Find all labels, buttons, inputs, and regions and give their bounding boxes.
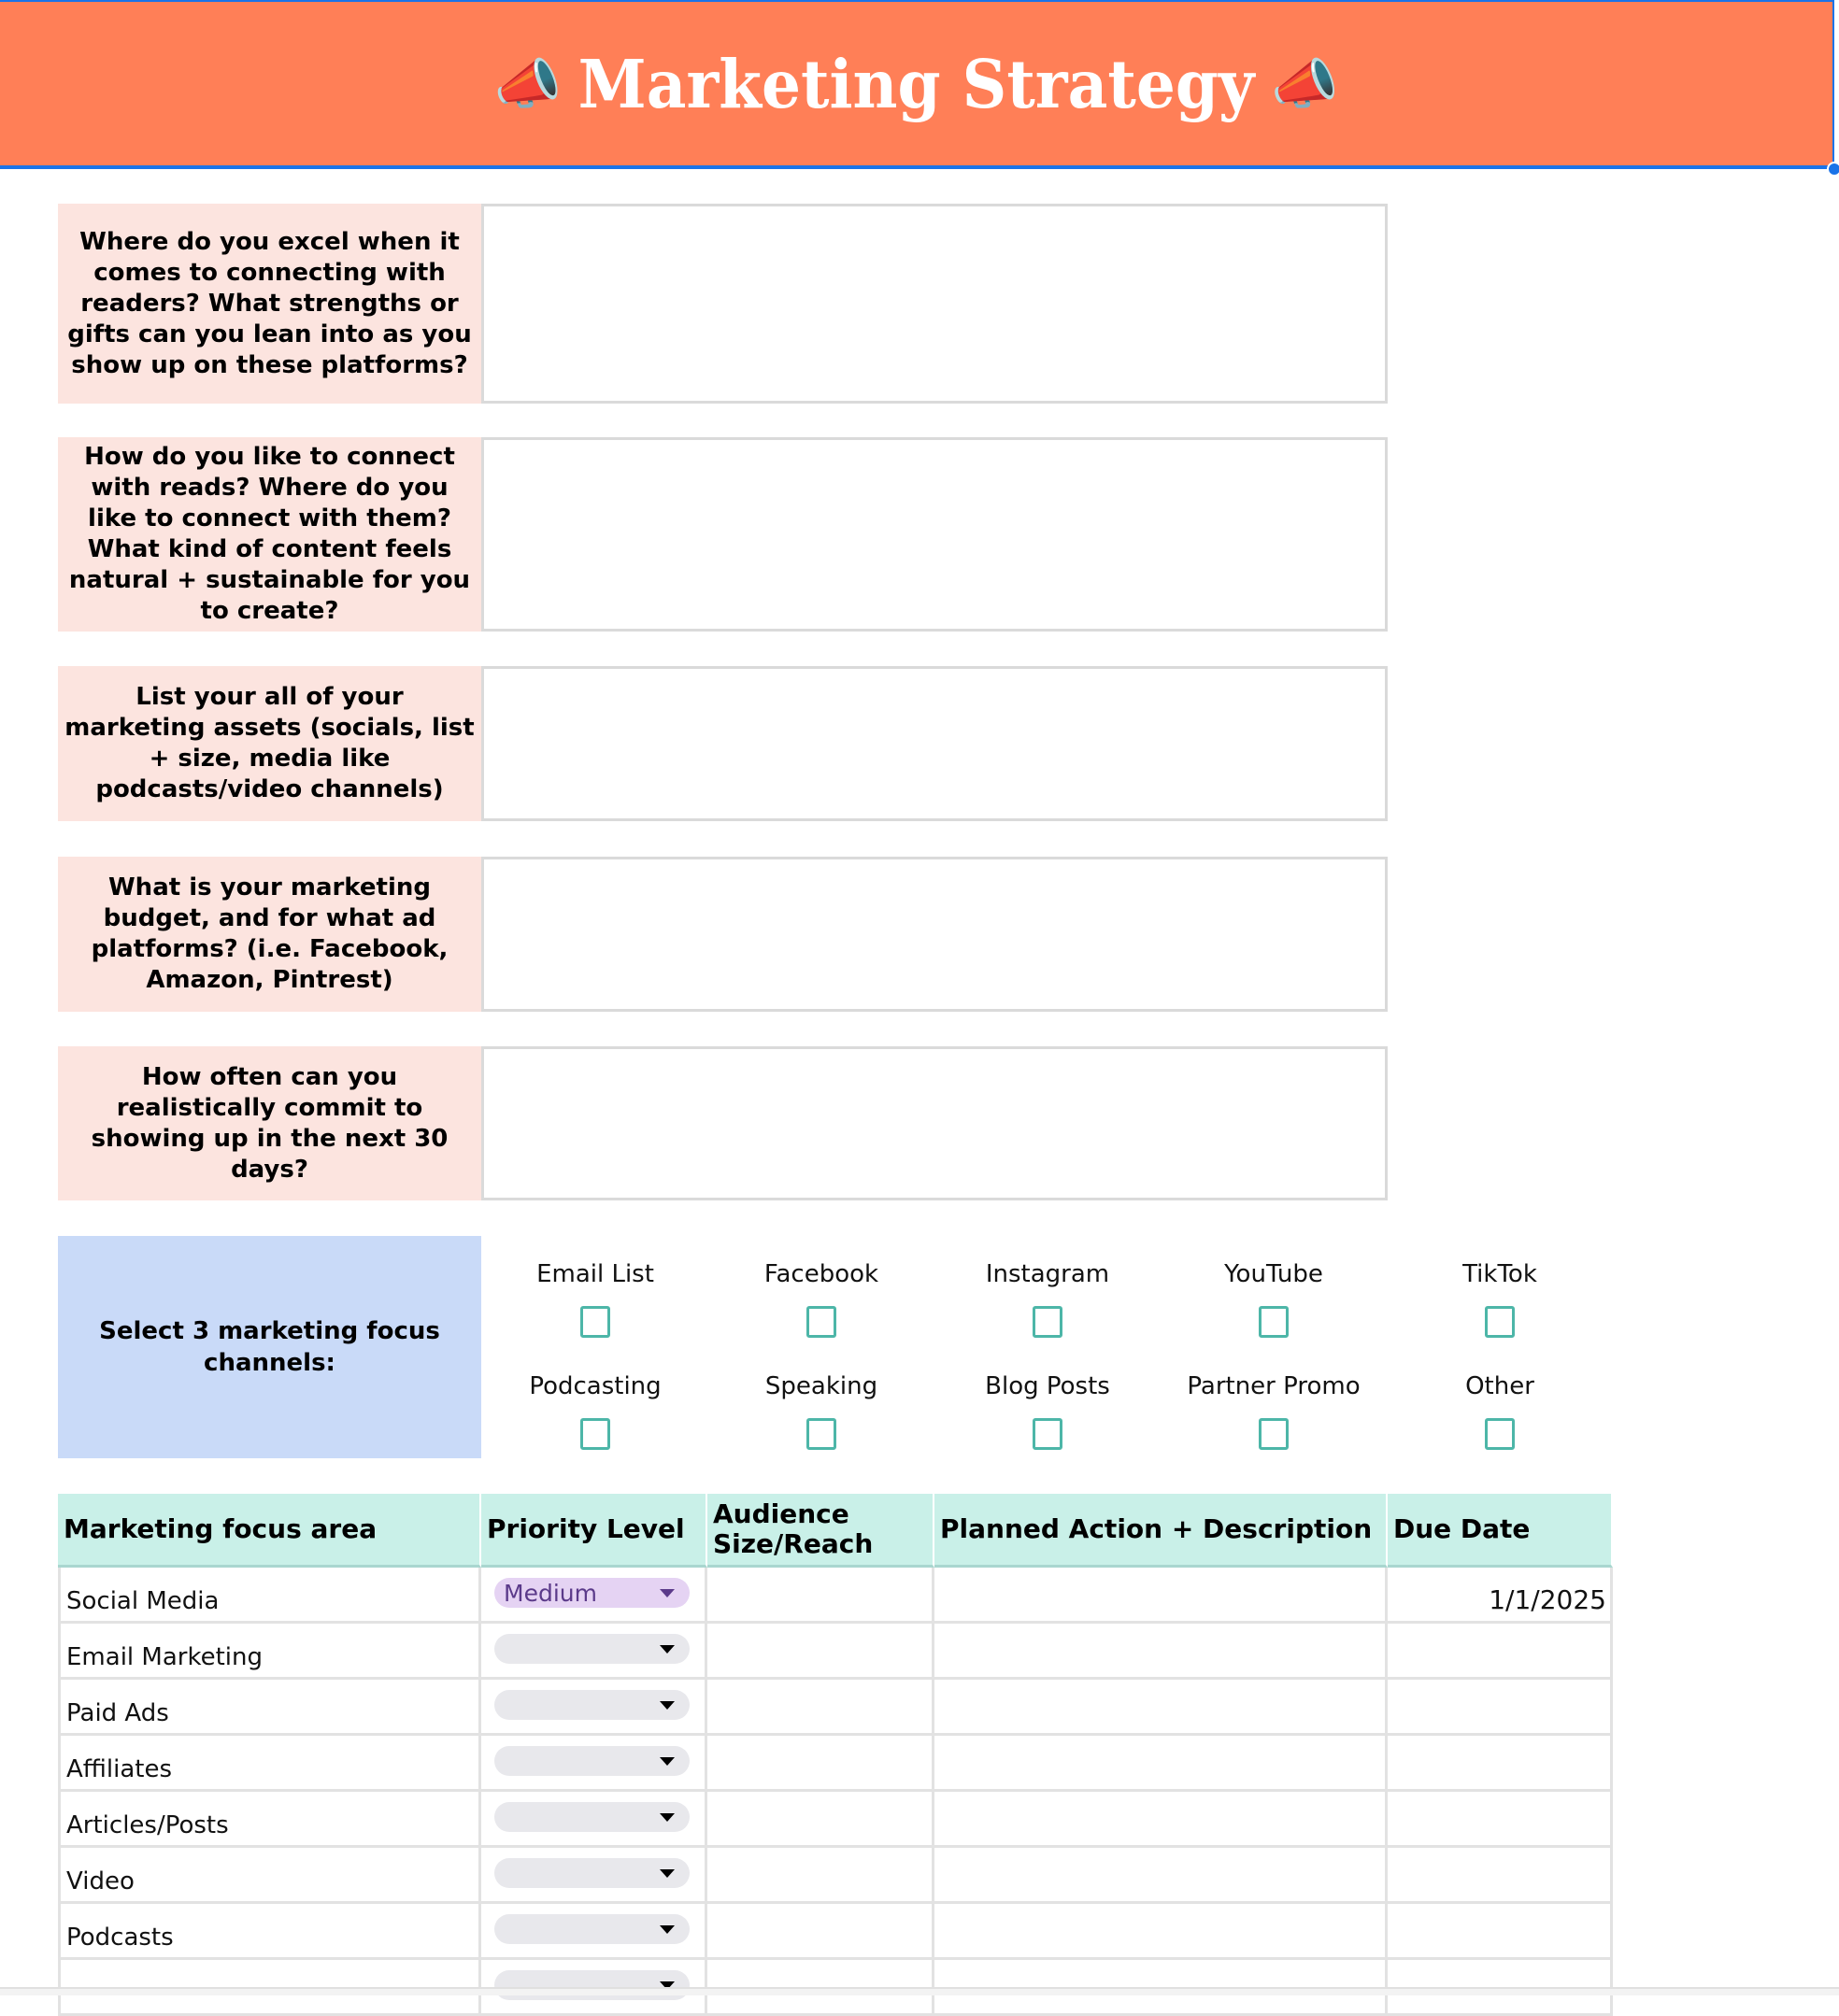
channel-name: Partner Promo — [1187, 1372, 1361, 1400]
dropdown-arrow-icon — [660, 1925, 675, 1934]
cell-focus-area[interactable] — [58, 1680, 481, 1736]
channel-partner-promo — [1171, 1371, 1376, 1450]
checkbox[interactable] — [1033, 1306, 1062, 1338]
megaphone-icon: 📣 — [493, 51, 562, 116]
checkbox[interactable] — [580, 1306, 610, 1338]
channel-name: Speaking — [764, 1372, 878, 1400]
priority-value: Medium — [504, 1579, 597, 1607]
due-date-text: 1/1/2025 — [1489, 1584, 1606, 1615]
priority-dropdown[interactable] — [494, 1858, 690, 1888]
channel-name: Blog Posts — [985, 1372, 1110, 1400]
column-header-planned-action[interactable]: Planned Action + Description — [934, 1494, 1388, 1568]
question-label-strengths: Where do you excel when it comes to connecting with readers? What strengths or gifts can you lean into as you show up on these platforms? — [58, 204, 481, 404]
cell-due-date[interactable] — [1388, 1792, 1613, 1848]
checkbox[interactable] — [1259, 1306, 1289, 1338]
checkbox[interactable] — [1485, 1418, 1515, 1450]
priority-dropdown[interactable] — [494, 1690, 690, 1720]
dropdown-arrow-icon — [660, 1701, 675, 1710]
channel-blog-posts — [945, 1371, 1150, 1450]
channel-email-list — [492, 1259, 698, 1338]
table-row — [58, 1680, 1613, 1736]
cell-planned-action[interactable] — [934, 1568, 1388, 1624]
table-row — [58, 1736, 1613, 1792]
cell-due-date[interactable] — [1388, 1680, 1613, 1736]
question-label-connect: How do you like to connect with reads? Where do you like to connect with them? What kind of content feels natural + sustainable for you to create? — [58, 437, 481, 632]
table-row — [58, 1568, 1613, 1624]
channel-tiktok — [1397, 1259, 1603, 1338]
cell-planned-action[interactable] — [934, 1624, 1388, 1680]
cell-focus-area[interactable] — [58, 1624, 481, 1680]
cell-audience[interactable] — [707, 1848, 934, 1904]
table-row — [58, 1904, 1613, 1960]
channel-youtube — [1171, 1259, 1376, 1338]
selection-resize-handle[interactable] — [1827, 162, 1839, 177]
dropdown-arrow-icon — [660, 1757, 675, 1766]
answer-field-budget[interactable] — [481, 857, 1388, 1012]
column-header-due-date[interactable]: Due Date — [1388, 1494, 1613, 1568]
channel-instagram — [945, 1259, 1150, 1338]
checkbox[interactable] — [806, 1306, 836, 1338]
checkbox[interactable] — [1259, 1418, 1289, 1450]
answer-field-frequency[interactable] — [481, 1046, 1388, 1200]
cell-audience[interactable] — [707, 1904, 934, 1960]
priority-dropdown[interactable] — [494, 1746, 690, 1776]
focus-area-text: Paid Ads — [66, 1699, 169, 1727]
channel-name: Instagram — [985, 1260, 1110, 1288]
cell-focus-area[interactable] — [58, 1736, 481, 1792]
checkbox[interactable] — [580, 1418, 610, 1450]
column-header-focus-area[interactable]: Marketing focus area — [58, 1494, 481, 1568]
cell-due-date[interactable] — [1388, 1568, 1613, 1624]
checkbox[interactable] — [1033, 1418, 1062, 1450]
cell-priority[interactable] — [481, 1904, 707, 1960]
cell-priority[interactable] — [481, 1848, 707, 1904]
cell-priority[interactable] — [481, 1792, 707, 1848]
focus-area-text: Podcasts — [66, 1924, 174, 1952]
focus-area-text: Articles/Posts — [66, 1811, 229, 1839]
dropdown-arrow-icon — [660, 1589, 675, 1597]
cell-planned-action[interactable] — [934, 1792, 1388, 1848]
dropdown-arrow-icon — [660, 1869, 675, 1878]
focus-area-text: Affiliates — [66, 1755, 173, 1783]
cell-audience[interactable] — [707, 1568, 934, 1624]
channel-name: TikTok — [1462, 1260, 1537, 1288]
answer-field-strengths[interactable] — [481, 204, 1388, 404]
question-label-budget: What is your marketing budget, and for what ad platforms? (i.e. Facebook, Amazon, Pintrest) — [58, 857, 481, 1012]
megaphone-icon: 📣 — [1271, 51, 1339, 116]
cell-due-date[interactable] — [1388, 1848, 1613, 1904]
channel-name: Other — [1465, 1372, 1534, 1400]
cell-priority[interactable] — [481, 1624, 707, 1680]
cell-priority[interactable] — [481, 1680, 707, 1736]
channel-name: Email List — [536, 1260, 654, 1288]
priority-dropdown[interactable] — [494, 1970, 690, 2000]
focus-area-text: Video — [66, 1867, 135, 1895]
cell-priority[interactable] — [481, 1568, 707, 1624]
channel-podcasting — [492, 1371, 698, 1450]
question-label-frequency: How often can you realistically commit to showing up in the next 30 days? — [58, 1046, 481, 1200]
answer-field-assets[interactable] — [481, 666, 1388, 821]
cell-audience[interactable] — [707, 1792, 934, 1848]
cell-focus-area[interactable] — [58, 1904, 481, 1960]
channel-facebook — [719, 1259, 924, 1338]
page-title: Marketing Strategy — [577, 44, 1255, 123]
cell-due-date[interactable] — [1388, 1904, 1613, 1960]
focus-area-text: Social Media — [66, 1587, 220, 1615]
cell-audience[interactable] — [707, 1680, 934, 1736]
column-header-priority[interactable]: Priority Level — [481, 1494, 707, 1568]
horizontal-scrollbar[interactable] — [0, 1987, 1839, 1995]
channel-name: Podcasting — [529, 1372, 662, 1400]
cell-due-date[interactable] — [1388, 1736, 1613, 1792]
priority-dropdown[interactable] — [494, 1578, 690, 1608]
cell-focus-area[interactable] — [58, 1568, 481, 1624]
priority-dropdown[interactable] — [494, 1634, 690, 1664]
checkbox[interactable] — [1485, 1306, 1515, 1338]
column-header-audience[interactable]: Audience Size/Reach — [707, 1494, 934, 1568]
table-row — [58, 1792, 1613, 1848]
cell-planned-action[interactable] — [934, 1904, 1388, 1960]
focus-area-text: Email Marketing — [66, 1643, 263, 1671]
table-row — [58, 1848, 1613, 1904]
cell-due-date[interactable] — [1388, 1624, 1613, 1680]
cell-audience[interactable] — [707, 1736, 934, 1792]
cell-priority[interactable] — [481, 1736, 707, 1792]
question-label-assets: List your all of your marketing assets (socials, list + size, media like podcasts/video channels) — [58, 666, 481, 821]
priority-dropdown[interactable] — [494, 1914, 690, 1944]
answer-field-connect[interactable] — [481, 437, 1388, 632]
dropdown-arrow-icon — [660, 1813, 675, 1822]
cell-planned-action[interactable] — [934, 1736, 1388, 1792]
cell-audience[interactable] — [707, 1624, 934, 1680]
table-row — [58, 1624, 1613, 1680]
checkbox[interactable] — [806, 1418, 836, 1450]
channel-name: YouTube — [1224, 1260, 1323, 1288]
channels-label: Select 3 marketing focus channels: — [58, 1236, 481, 1458]
cell-focus-area[interactable] — [58, 1792, 481, 1848]
cell-planned-action[interactable] — [934, 1848, 1388, 1904]
channel-other — [1397, 1371, 1603, 1450]
title-banner[interactable] — [0, 0, 1834, 169]
priority-dropdown[interactable] — [494, 1802, 690, 1832]
channel-speaking — [719, 1371, 924, 1450]
channel-name: Facebook — [763, 1260, 879, 1288]
cell-focus-area[interactable] — [58, 1848, 481, 1904]
dropdown-arrow-icon — [660, 1645, 675, 1654]
cell-planned-action[interactable] — [934, 1680, 1388, 1736]
